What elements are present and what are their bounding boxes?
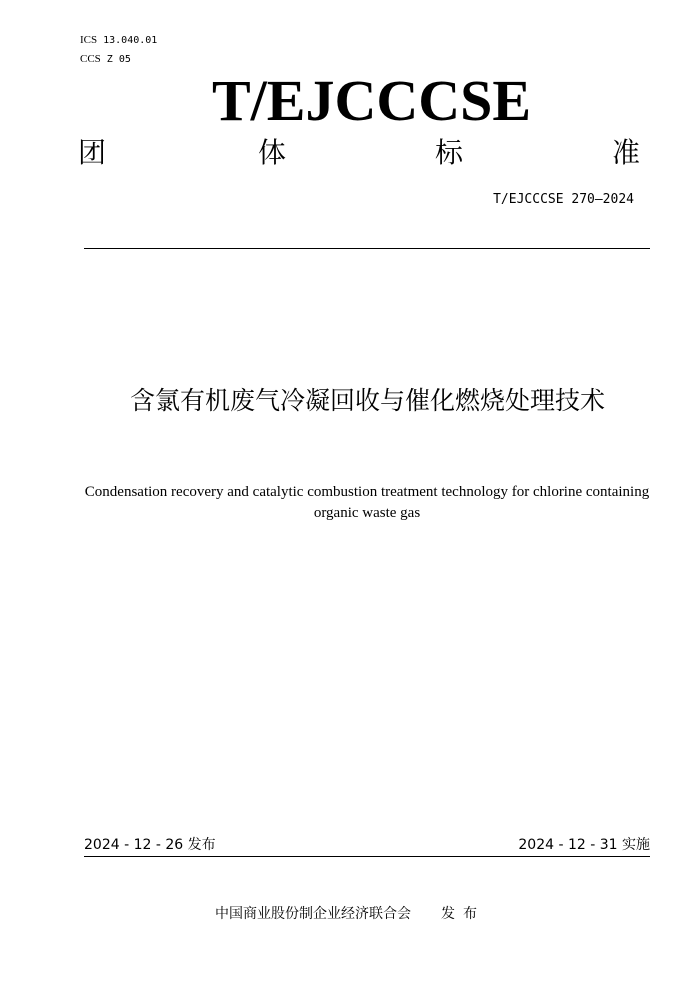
bottom-divider [84,856,650,857]
issue-date: 2024 - 12 - 26 发布 [84,837,216,853]
standard-type-char-2: 体 [258,136,287,169]
title-english: Condensation recovery and catalytic combustion treatment technology for chlorine containing organic waste gas [84,484,650,521]
implementation-date: 2024 - 12 - 31 实施 [518,837,650,853]
ccs-code [80,52,131,67]
publisher-name: 中国商业股份制企业经济联合会 [215,906,411,922]
standard-type-char-4: 准 [612,136,641,169]
publisher-line [0,904,700,924]
ics-label: ICS [80,34,98,46]
ics-value: 13.040.01 [103,35,158,46]
title-chinese: 含氯有机废气冷凝回收与催化燃烧处理技术 [129,386,605,415]
standard-number: T/EJCCCSE 270—2024 [493,192,634,207]
top-divider [84,248,650,249]
standard-type-char-1: 团 [78,136,107,169]
ics-code [80,33,157,48]
ccs-label: CCS [80,53,101,65]
publish-action: 发布 [441,906,485,922]
ccs-value: Z 05 [106,54,131,65]
standard-type-char-3: 标 [435,136,464,169]
standard-logo: T/EJCCCSE [212,68,532,133]
